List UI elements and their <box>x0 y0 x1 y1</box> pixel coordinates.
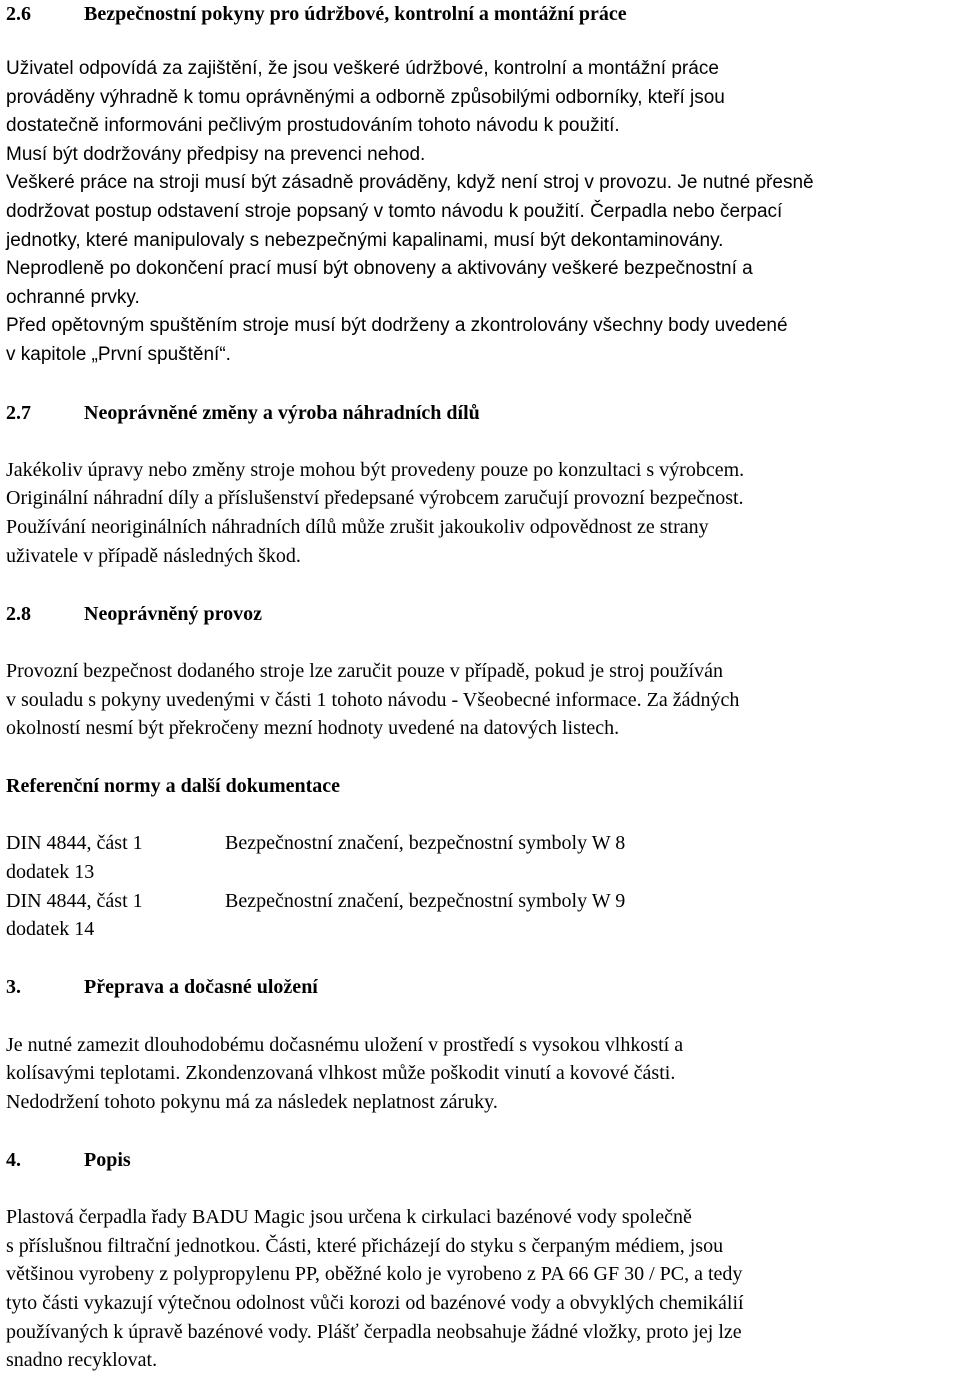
reference-supplement: dodatek 14 <box>6 918 95 940</box>
paragraph-line: v souladu s pokyny uvedenými v části 1 tohoto návodu - Všeobecné informace. Za žádných <box>6 689 740 711</box>
paragraph-line: dodržovat postup odstavení stroje popsaný v tomto návodu k použití. Čerpadla nebo čerpací <box>6 201 783 222</box>
paragraph-line: Uživatel odpovídá za zajištění, že jsou veškeré údržbové, kontrolní a montážní práce <box>6 58 719 79</box>
paragraph-line: Musí být dodržovány předpisy na prevenci nehod. <box>6 144 426 165</box>
reference-standard: DIN 4844, část 1 <box>6 832 143 854</box>
reference-heading: Referenční normy a další dokumentace <box>6 775 341 797</box>
paragraph-line: Provozní bezpečnost dodaného stroje lze zaručit pouze v případě, pokud je stroj používán <box>6 660 723 682</box>
reference-description: Bezpečnostní značení, bezpečnostní symboly W 8 <box>225 832 626 854</box>
paragraph-line: prováděny výhradně k tomu oprávněnými a odborně způsobilými odborníky, kteří jsou <box>6 87 725 108</box>
section-number: 2.7 <box>6 402 31 424</box>
reference-description: Bezpečnostní značení, bezpečnostní symboly W 9 <box>225 890 626 912</box>
reference-supplement: dodatek 13 <box>6 861 95 883</box>
section-number: 2.6 <box>6 3 31 25</box>
paragraph-line: okolností nesmí být překročeny mezní hodnoty uvedené na datových listech. <box>6 717 620 739</box>
paragraph-line: většinou vyrobeny z polypropylenu PP, oběžné kolo je vyrobeno z PA 66 GF 30 / PC, a tedy <box>6 1263 743 1285</box>
paragraph-line: Před opětovným spuštěním stroje musí být dodrženy a zkontrolovány všechny body uvedené <box>6 315 788 336</box>
heading-3 <box>6 976 318 998</box>
heading-4 <box>6 1149 131 1171</box>
paragraph-line: Originální náhradní díly a příslušenství předepsané výrobcem zaručují provozní bezpečnost. <box>6 487 744 509</box>
paragraph-line: používaných k úpravě bazénové vody. Plášť čerpadla neobsahuje žádné vložky, proto jej lze <box>6 1321 742 1343</box>
paragraph-line: Je nutné zamezit dlouhodobému dočasnému uložení v prostředí s vysokou vlhkostí a <box>6 1034 684 1056</box>
paragraph-line: dostatečně informováni pečlivým prostudováním tohoto návodu k použití. <box>6 115 620 136</box>
section-title: Neoprávněný provoz <box>84 603 262 625</box>
paragraph-line: snadno recyklovat. <box>6 1349 158 1371</box>
section-title: Přeprava a dočasné uložení <box>84 976 318 998</box>
paragraph-line: Jakékoliv úpravy nebo změny stroje mohou být provedeny pouze po konzultaci s výrobcem. <box>6 459 745 481</box>
paragraph-line: Veškeré práce na stroji musí být zásadně prováděny, když není stroj v provozu. Je nutné přesně <box>6 172 814 193</box>
section-number: 3. <box>6 976 21 998</box>
paragraph-line: Plastová čerpadla řady BADU Magic jsou určena k cirkulaci bazénové vody společně <box>6 1206 692 1228</box>
heading-2-8 <box>6 603 262 625</box>
reference-standard: DIN 4844, část 1 <box>6 890 143 912</box>
paragraph-line: jednotky, které manipulovaly s nebezpečnými kapalinami, musí být dekontaminovány. <box>6 230 724 251</box>
heading-2-7 <box>6 402 480 424</box>
section-number: 4. <box>6 1149 21 1171</box>
paragraph-line: s příslušnou filtrační jednotkou. Části, které přicházejí do styku s čerpaným médiem, jsou <box>6 1235 724 1257</box>
paragraph-line: kolísavými teplotami. Zkondenzovaná vlhkost může poškodit vinutí a kovové části. <box>6 1062 676 1084</box>
section-number: 2.8 <box>6 603 31 625</box>
section-title: Neoprávněné změny a výroba náhradních dílů <box>84 402 480 424</box>
paragraph-line: v kapitole „První spuštění“. <box>6 344 231 365</box>
paragraph-line: uživatele v případě následných škod. <box>6 545 301 567</box>
heading-2-6 <box>6 3 627 25</box>
section-title: Bezpečnostní pokyny pro údržbové, kontrolní a montážní práce <box>84 3 627 25</box>
paragraph-line: ochranné prvky. <box>6 287 140 308</box>
section-title: Popis <box>84 1149 131 1171</box>
paragraph-line: Neprodleně po dokončení prací musí být obnoveny a aktivovány veškeré bezpečnostní a <box>6 258 753 279</box>
paragraph-line: tyto části vykazují výtečnou odolnost vůči korozi od bazénové vody a obvyklých chemikálií <box>6 1292 744 1314</box>
paragraph-line: Nedodržení tohoto pokynu má za následek neplatnost záruky. <box>6 1091 498 1113</box>
paragraph-line: Používání neoriginálních náhradních dílů může zrušit jakoukoliv odpovědnost ze strany <box>6 516 709 538</box>
